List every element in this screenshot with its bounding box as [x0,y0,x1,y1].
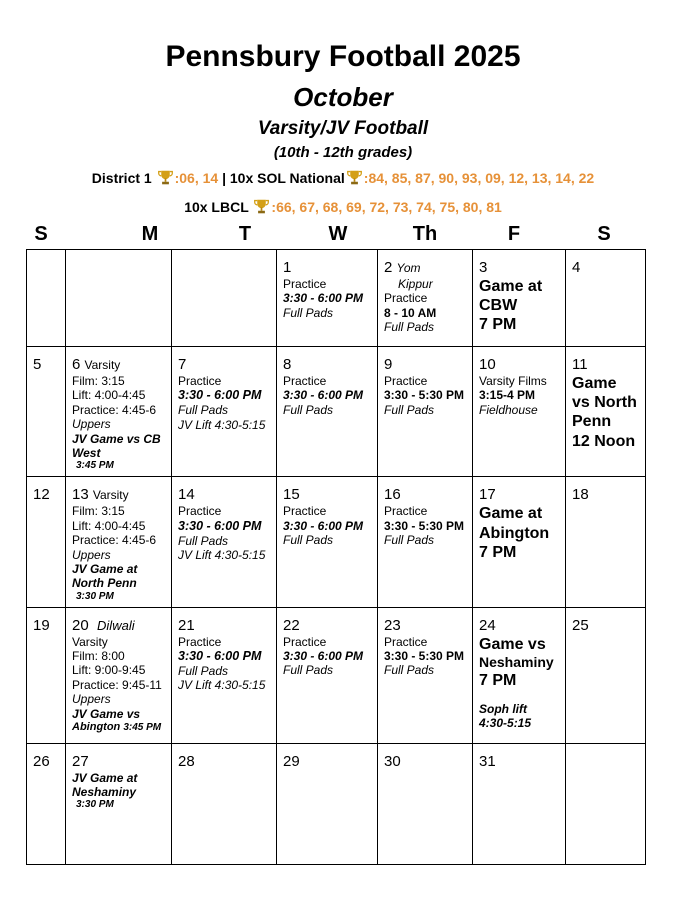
day-number: 27 [72,752,89,770]
event-time: 3:30 - 6:00 PM [178,388,262,403]
event-note: Fieldhouse [479,402,538,417]
event-time: 3:30 - 6:00 PM [178,518,262,533]
day-cell [277,477,378,607]
day-cell [277,250,378,347]
lbcl-label: 10x LBCL [184,199,249,215]
day-cell [378,477,473,607]
day-number: 11 [572,356,588,373]
day-number: 4 [572,259,581,276]
sol-label: 10x SOL National [229,170,345,186]
day-number: 14 [178,486,195,504]
jv-game-text: JV Game vs [72,706,141,721]
day-cell [172,607,277,743]
jv-game-text: West [72,445,101,460]
game-time: 7 PM [479,543,517,561]
event-text: Film: 3:15 [72,504,125,519]
day-number: 2 [384,259,393,276]
day-number: 16 [384,486,401,504]
day-number: 7 [178,356,187,373]
day-cell [27,743,66,864]
game-text: Game vs [479,635,546,653]
day-cell [378,743,473,864]
day-number: 5 [33,356,42,373]
calendar-week [27,477,646,607]
game-text: Game [572,375,617,392]
event-text: Practice [283,277,327,291]
day-cell [473,477,566,607]
jv-game-text: Neshaminy [72,785,137,800]
game-time: 12 Noon [572,432,636,450]
event-text: Practice [178,374,222,388]
game-text: Game at [479,505,543,523]
day-cell [378,607,473,743]
day-number: 15 [283,486,300,504]
weekday-header: M [141,223,159,245]
event-time: 3:30 - 6:00 PM [283,649,364,664]
day-number: 17 [479,486,496,504]
day-number: 22 [283,616,300,634]
event-text: Practice: 4:45-6 [72,533,157,548]
holiday-label: Dilwali [97,617,135,633]
event-time: 3:30 - 5:30 PM [384,518,465,533]
day-number: 12 [33,486,50,504]
jv-game-text: JV Game at [72,770,138,785]
event-note: Full Pads [283,402,334,417]
day-cell [566,250,646,347]
event-note: Full Pads [384,533,435,548]
day-cell-empty [66,250,172,347]
event-time: 3:30 - 6:00 PM [178,649,262,664]
day-number: 25 [572,616,589,634]
day-cell [473,607,566,743]
day-number: 29 [283,752,300,770]
day-number: 19 [33,616,50,634]
event-time: 3:30 - 6:00 PM [283,388,364,403]
event-note: Full Pads [283,533,334,548]
game-time: 7 PM [479,671,517,689]
event-note: Full Pads [178,533,229,548]
championships-line-2 [0,198,686,215]
day-number: 8 [283,356,292,373]
event-text: Practice [178,504,222,519]
jv-game-time: 3:45 PM [123,722,162,734]
day-cell [66,607,172,743]
calendar-week [27,607,646,743]
day-cell [27,477,66,607]
event-text: Varsity Films [479,374,547,388]
event-text: Practice [283,504,327,519]
event-heading: Varsity [84,358,121,372]
day-cell [172,347,277,477]
event-time: 3:30 - 6:00 PM [283,518,364,533]
day-cell [66,347,172,477]
day-cell [277,607,378,743]
day-cell [66,477,172,607]
jv-game-time: 3:30 PM [76,590,114,602]
event-note: JV Lift 4:30-5:15 [178,417,266,432]
district-label: District 1 [91,170,152,186]
event-text: Practice: 4:45-6 [72,402,157,417]
day-number: 10 [479,356,496,373]
event-time: 3:30 - 5:30 PM [384,649,465,664]
jv-game-text: North Penn [72,576,137,591]
weekday-header: W [328,223,348,245]
weekday-header: F [507,223,521,245]
event-note: Full Pads [283,305,334,320]
day-cell [277,743,378,864]
jv-game-text: JV Game vs CB [72,431,161,446]
event-note: Full Pads [384,663,435,678]
event-text: Practice [384,504,428,519]
team-subtitle: Varsity/JV Football [257,118,429,139]
day-cell [473,743,566,864]
grades-subtitle: (10th - 12th grades) [273,144,413,161]
day-number: 20 [72,616,89,634]
sol-years: :84, 85, 87, 90, 93, 09, 12, 13, 14, 22 [363,170,595,186]
day-number: 30 [384,752,401,770]
day-number: 24 [479,616,496,634]
event-text: Film: 8:00 [72,649,125,664]
day-cell [172,743,277,864]
day-cell [27,607,66,743]
holiday-label: Yom [396,261,421,275]
event-text: Lift: 4:00-4:45 [72,388,146,403]
event-note: Full Pads [178,403,229,418]
event-heading: Varsity [92,488,129,503]
weekday-header: T [238,223,252,245]
event-heading: Varsity [72,634,108,649]
day-cell-empty [27,250,66,347]
day-number: 28 [178,752,195,770]
event-text: Lift: 9:00-9:45 [72,663,146,678]
day-number: 1 [283,259,292,276]
day-number: 13 [72,486,89,504]
day-number: 23 [384,616,401,634]
day-number: 21 [178,616,195,634]
jv-game-time: 3:45 PM [76,460,114,472]
calendar-grid [26,249,646,865]
event-text: Lift: 4:00-4:45 [72,518,146,533]
game-text: Abington [479,524,550,542]
day-cell [473,250,566,347]
soph-lift-text: Soph lift [479,701,527,716]
weekday-header: S [34,223,48,245]
event-note: Full Pads [384,320,435,335]
day-number: 3 [479,259,488,276]
event-text: Practice [283,634,327,649]
event-note: JV Lift 4:30-5:15 [178,548,266,563]
event-text: Practice [384,374,428,388]
day-cell [27,347,66,477]
day-cell [66,743,172,864]
calendar-week [27,743,646,864]
event-time: 3:30 - 5:30 PM [384,388,465,403]
lbcl-years: :66, 67, 68, 69, 72, 73, 74, 75, 80, 81 [271,199,502,215]
page-title: Pennsbury Football 2025 [165,40,521,73]
event-time: 3:15-4 PM [479,388,536,403]
event-time: 3:30 - 6:00 PM [283,291,364,306]
event-note: Uppers [72,417,111,432]
event-text: Practice [384,634,428,649]
event-note: JV Lift 4:30-5:15 [178,678,266,693]
soph-lift-time: 4:30-5:15 [479,716,532,731]
event-text: Practice [283,374,327,388]
day-number: 31 [479,752,496,770]
day-cell-empty [172,250,277,347]
jv-game-text: JV Game at [72,561,138,576]
event-text: Practice: 9:45-11 [72,677,162,692]
weekday-header: Th [412,223,438,245]
day-cell [277,347,378,477]
event-note: Full Pads [283,663,334,678]
game-text: Game at [479,278,543,295]
district-years: :06, 14 [174,170,219,186]
day-cell [378,250,473,347]
day-cell [172,477,277,607]
event-note: Uppers [72,692,111,707]
day-cell-empty [566,743,646,864]
event-time: 8 - 10 AM [384,305,437,320]
day-cell [566,347,646,477]
weekday-header: S [597,223,611,245]
championships-line-1 [0,169,686,186]
jv-game-text: Abington [72,721,121,734]
holiday-label: Kippur [398,277,433,291]
day-number: 26 [33,752,50,770]
day-cell [566,477,646,607]
game-text: vs North [572,394,637,412]
trophy-icon [157,169,174,186]
event-text: Film: 3:15 [72,374,125,388]
calendar-week [27,347,646,477]
calendar-week [27,250,646,347]
game-text: Neshaminy [479,653,554,670]
day-cell [473,347,566,477]
day-cell [378,347,473,477]
game-time: 7 PM [479,316,517,334]
event-note: Full Pads [384,402,435,417]
event-note: Full Pads [178,664,229,679]
trophy-icon [346,169,363,186]
day-number: 9 [384,356,393,373]
day-number: 6 [72,356,81,373]
separator: | [218,170,230,186]
jv-game-time: 3:30 PM [76,799,114,811]
game-text: CBW [479,297,518,315]
game-text: Penn [572,413,612,431]
event-text: Practice [384,291,428,306]
day-number: 18 [572,486,589,504]
day-cell [566,607,646,743]
month-title: October [293,82,393,112]
trophy-icon [253,198,270,215]
event-note: Uppers [72,547,111,562]
event-text: Practice [178,634,222,649]
